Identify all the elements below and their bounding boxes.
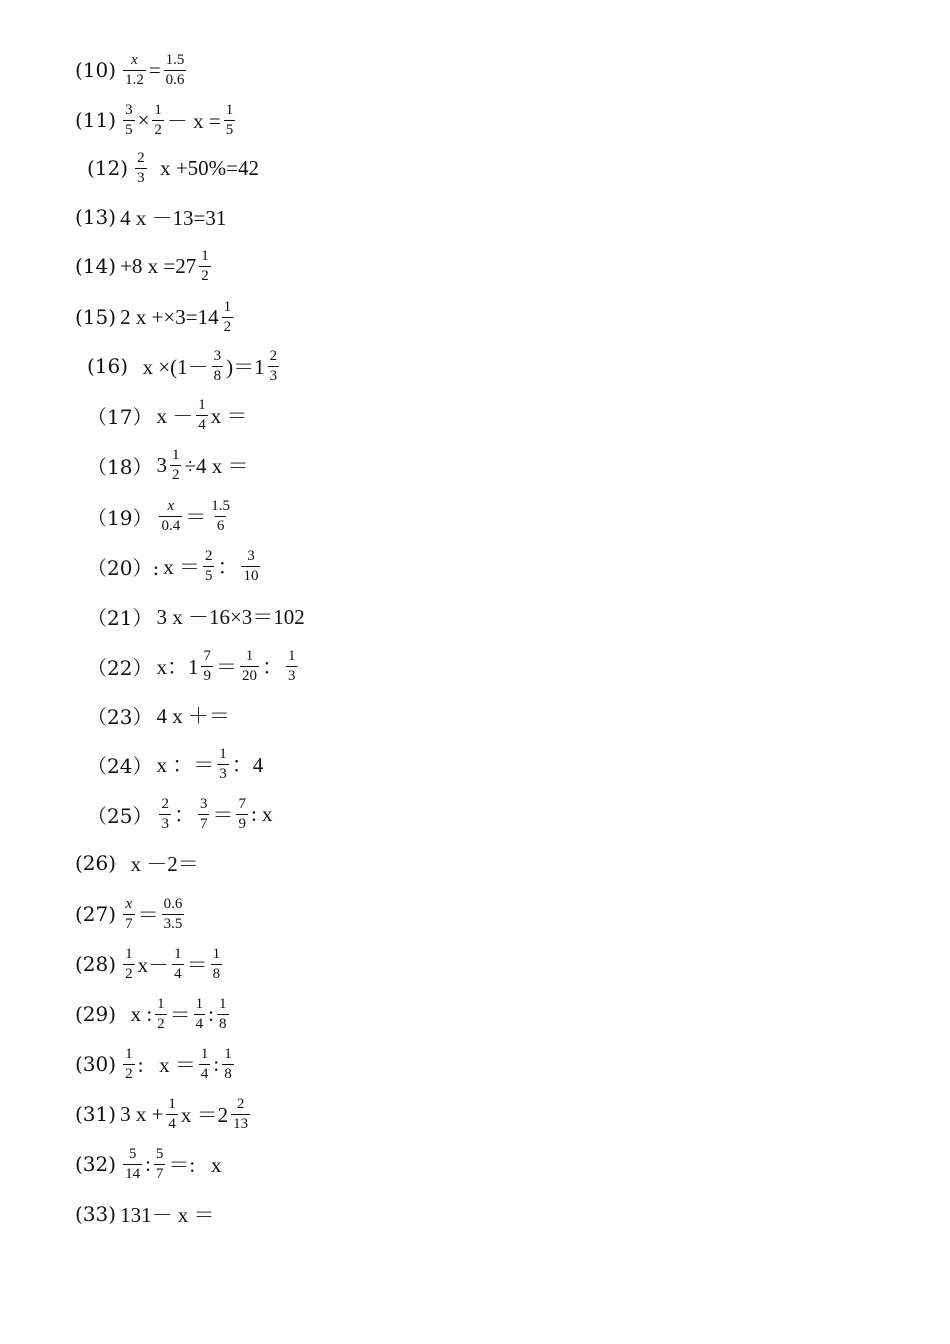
- problem-number: （21）: [87, 605, 153, 630]
- equation-row: [75, 294, 236, 340]
- problem-number: (11): [75, 108, 117, 132]
- problem-number: (32): [75, 1152, 117, 1176]
- equation-text: x －2＝: [120, 852, 199, 876]
- fraction-denominator: 4: [200, 1065, 209, 1082]
- fraction-numerator: 1: [198, 396, 206, 413]
- fraction-numerator: 1: [223, 298, 232, 315]
- equation-row: [87, 692, 230, 738]
- fraction-numerator: 1: [245, 647, 254, 664]
- fraction: [135, 151, 147, 186]
- equation-row: [75, 840, 199, 886]
- problem-number: （19）: [87, 505, 153, 530]
- problem-number: (31): [75, 1102, 117, 1126]
- equation-row: [75, 243, 214, 289]
- problem-number: （18）: [87, 454, 153, 479]
- equation-text: x－: [137, 953, 170, 977]
- fraction: [201, 649, 213, 684]
- fraction-numerator: 1: [224, 1045, 232, 1062]
- problem-number: （20）:: [87, 555, 160, 580]
- fraction-denominator: 5: [225, 121, 234, 138]
- fraction-denominator: 4: [198, 416, 206, 433]
- equation-row: [87, 741, 263, 787]
- fraction-numerator: 7: [203, 647, 211, 664]
- fraction: [152, 103, 164, 138]
- fraction: [231, 1097, 250, 1132]
- equation-text: ：: [217, 555, 239, 579]
- fraction-numerator: 1.5: [165, 51, 185, 68]
- fraction-denominator: 7: [199, 815, 208, 832]
- problem-number: （25）: [87, 803, 153, 828]
- fraction-numerator: 3: [213, 347, 222, 364]
- equation-row: [87, 145, 259, 191]
- equation-text: ＝: [212, 803, 234, 827]
- fraction: [196, 398, 208, 433]
- fraction-numerator: 1: [171, 446, 180, 463]
- fraction-denominator: 3.5: [163, 915, 183, 932]
- fraction: [217, 747, 229, 782]
- equation-text: ＝: [215, 655, 237, 679]
- problem-number: (26): [75, 851, 117, 875]
- equation-text: : x: [250, 801, 273, 826]
- fraction-denominator: 2: [125, 1065, 133, 1082]
- problem-number: （17）: [87, 404, 153, 429]
- equation-text: ＝: [185, 505, 207, 529]
- equation-text: ÷4 x ＝: [184, 454, 249, 478]
- fraction-numerator: 1: [125, 1045, 133, 1062]
- fraction: [194, 997, 206, 1032]
- equation-row: [75, 47, 189, 93]
- fraction: [241, 549, 260, 584]
- fraction: [123, 897, 135, 932]
- fraction: [236, 797, 248, 832]
- problem-number: (29): [75, 1002, 117, 1026]
- fraction-numerator: 5: [155, 1145, 164, 1162]
- equation-text: 2 x +×3=14: [120, 304, 219, 329]
- equation-text: 3: [156, 452, 167, 477]
- fraction-numerator: 1: [219, 745, 227, 762]
- equation-text: x ×(1－: [132, 355, 209, 379]
- equation-text: +8 x =27: [120, 253, 197, 278]
- fraction-denominator: 0.6: [165, 71, 185, 88]
- problem-number: （22）: [87, 655, 153, 680]
- fraction: [222, 1047, 234, 1082]
- fraction-numerator: 1: [225, 101, 234, 118]
- fraction-numerator: 1: [157, 995, 165, 1012]
- fraction: [123, 1047, 135, 1082]
- equation-text: ：4: [231, 753, 264, 777]
- equation-text: x ：＝: [156, 753, 215, 777]
- equation-text: ＝: [137, 903, 159, 927]
- equation-text: :: [213, 1051, 220, 1076]
- fraction-numerator: x: [167, 497, 175, 514]
- fraction: [286, 649, 298, 684]
- fraction: [240, 649, 259, 684]
- fraction: [224, 103, 236, 138]
- fraction-denominator: 1.2: [125, 71, 144, 88]
- equation-row: [75, 891, 187, 937]
- fraction-numerator: x: [125, 895, 133, 912]
- fraction-denominator: 3: [269, 367, 278, 384]
- equation-row: [75, 991, 232, 1037]
- fraction: [172, 947, 184, 982]
- fraction-numerator: 1: [174, 945, 182, 962]
- fraction-denominator: 13: [233, 1115, 249, 1132]
- fraction-numerator: 3: [199, 795, 208, 812]
- equation-row: [87, 493, 235, 539]
- fraction-numerator: x: [131, 51, 138, 68]
- fraction-denominator: 7: [125, 915, 133, 932]
- equation-text: x ＝: [163, 555, 200, 579]
- fraction-denominator: 8: [213, 367, 222, 384]
- equation-text: )＝1: [226, 355, 265, 379]
- fraction: [199, 249, 211, 284]
- fraction: [159, 797, 171, 832]
- fraction-numerator: 2: [269, 347, 278, 364]
- problem-number: (15): [75, 305, 117, 329]
- equation-text: 4 x －13=31: [120, 206, 227, 230]
- equation-text: ：: [173, 803, 195, 827]
- equation-text: x :: [120, 1001, 153, 1026]
- fraction: [217, 997, 229, 1032]
- equation-row: [87, 593, 305, 639]
- equation-text: x +50%=42: [149, 155, 259, 180]
- problem-number: (28): [75, 952, 117, 976]
- fraction: [209, 499, 232, 534]
- fraction: [164, 53, 187, 88]
- fraction-denominator: 0.4: [161, 517, 181, 534]
- fraction-denominator: 6: [216, 517, 225, 534]
- fraction: [212, 349, 224, 384]
- fraction: [211, 947, 223, 982]
- fraction-numerator: 5: [128, 1145, 137, 1162]
- fraction: [123, 103, 135, 138]
- fraction-denominator: 2: [171, 466, 180, 483]
- problem-number: (13): [75, 205, 117, 229]
- fraction-numerator: 1: [195, 995, 204, 1012]
- fraction: [166, 1097, 178, 1132]
- fraction-denominator: 2: [157, 1015, 165, 1032]
- fraction: [222, 300, 234, 335]
- fraction-denominator: 3: [287, 667, 296, 684]
- fraction: [198, 797, 210, 832]
- fraction-numerator: 7: [238, 795, 246, 812]
- problem-number: (30): [75, 1052, 117, 1076]
- equation-row: [87, 392, 247, 438]
- fraction: [123, 53, 146, 88]
- fraction-numerator: 1: [201, 247, 209, 264]
- fraction-denominator: 8: [212, 965, 221, 982]
- equation-text: x ＝2: [180, 1103, 229, 1127]
- fraction-denominator: 5: [125, 121, 133, 138]
- problem-number: (14): [75, 254, 117, 278]
- fraction-numerator: 1.5: [211, 497, 230, 514]
- equation-row: [75, 1191, 215, 1237]
- fraction-denominator: 14: [125, 1165, 141, 1182]
- equation-row: [87, 543, 263, 589]
- problem-number: (16): [87, 354, 129, 378]
- fraction-denominator: 5: [204, 567, 213, 584]
- equation-row: [87, 442, 248, 488]
- fraction: [268, 349, 280, 384]
- fraction-denominator: 2: [223, 318, 232, 335]
- equation-text: =: [148, 57, 161, 82]
- fraction: [199, 1047, 211, 1082]
- equation-text: ＝: x: [168, 1153, 222, 1177]
- fraction-numerator: 1: [125, 945, 133, 962]
- fraction: [159, 499, 182, 534]
- fraction-denominator: 4: [174, 965, 182, 982]
- fraction-denominator: 10: [243, 567, 259, 584]
- fraction-denominator: 3: [137, 169, 145, 186]
- equation-row: [75, 194, 226, 240]
- fraction-numerator: 1: [154, 101, 162, 118]
- equation-text: 3 x －16×3＝102: [156, 605, 305, 629]
- fraction: [123, 1147, 142, 1182]
- problem-number: (12): [87, 156, 129, 180]
- fraction-denominator: 8: [219, 1015, 227, 1032]
- equation-row: [75, 1091, 253, 1137]
- fraction-numerator: 1: [287, 647, 296, 664]
- equation-text: ＝: [169, 1003, 191, 1027]
- fraction-denominator: 4: [195, 1015, 204, 1032]
- equation-row: [87, 343, 282, 389]
- problem-number: (10): [75, 58, 117, 82]
- fraction-denominator: 4: [168, 1115, 176, 1132]
- fraction-numerator: 1: [212, 945, 221, 962]
- fraction-denominator: 2: [125, 965, 133, 982]
- equation-text: － x =: [166, 109, 221, 133]
- fraction-numerator: 2: [204, 547, 213, 564]
- equation-text: x ＝: [210, 404, 248, 428]
- equation-text: ＝: [186, 953, 208, 977]
- fraction-numerator: 3: [247, 547, 255, 564]
- equation-text: : x ＝: [137, 1053, 196, 1077]
- problem-number: （23）: [87, 704, 153, 729]
- fraction-denominator: 20: [241, 667, 257, 684]
- fraction-denominator: 7: [155, 1165, 164, 1182]
- fraction: [170, 448, 182, 483]
- fraction-denominator: 2: [201, 267, 209, 284]
- fraction-numerator: 2: [137, 149, 145, 166]
- fraction-numerator: 1: [168, 1095, 176, 1112]
- fraction-numerator: 2: [236, 1095, 245, 1112]
- fraction-denominator: 9: [238, 815, 246, 832]
- equation-row: [75, 941, 225, 987]
- problem-number: （24）: [87, 753, 153, 778]
- fraction-denominator: 9: [203, 667, 211, 684]
- fraction-numerator: 3: [125, 101, 133, 118]
- equation-text: ×: [137, 107, 150, 132]
- equation-text: :: [208, 1001, 214, 1026]
- fraction-denominator: 3: [161, 815, 169, 832]
- equation-text: x －: [156, 404, 194, 428]
- fraction-denominator: 2: [154, 121, 162, 138]
- equation-text: :: [145, 1151, 151, 1176]
- fraction: [123, 947, 135, 982]
- equation-row: [87, 791, 273, 837]
- fraction: [154, 1147, 166, 1182]
- fraction-numerator: 1: [219, 995, 227, 1012]
- equation-text: 4 x ＋＝: [156, 704, 230, 728]
- equation-row: [75, 1141, 222, 1187]
- equation-row: [75, 1041, 237, 1087]
- fraction-denominator: 8: [224, 1065, 232, 1082]
- equation-row: [75, 97, 238, 143]
- fraction: [155, 997, 167, 1032]
- fraction-numerator: 0.6: [163, 895, 183, 912]
- problem-number: (33): [75, 1202, 117, 1226]
- fraction-numerator: 1: [200, 1045, 209, 1062]
- equation-text: x：1: [156, 655, 199, 679]
- fraction: [162, 897, 185, 932]
- equation-row: [87, 643, 300, 689]
- equation-text: 131－ x ＝: [120, 1203, 215, 1227]
- fraction-denominator: 3: [219, 765, 227, 782]
- problem-number: (27): [75, 902, 117, 926]
- fraction-numerator: 2: [161, 795, 169, 812]
- fraction: [203, 549, 215, 584]
- equation-text: 3 x +: [120, 1101, 164, 1126]
- equation-text: ：: [261, 655, 283, 679]
